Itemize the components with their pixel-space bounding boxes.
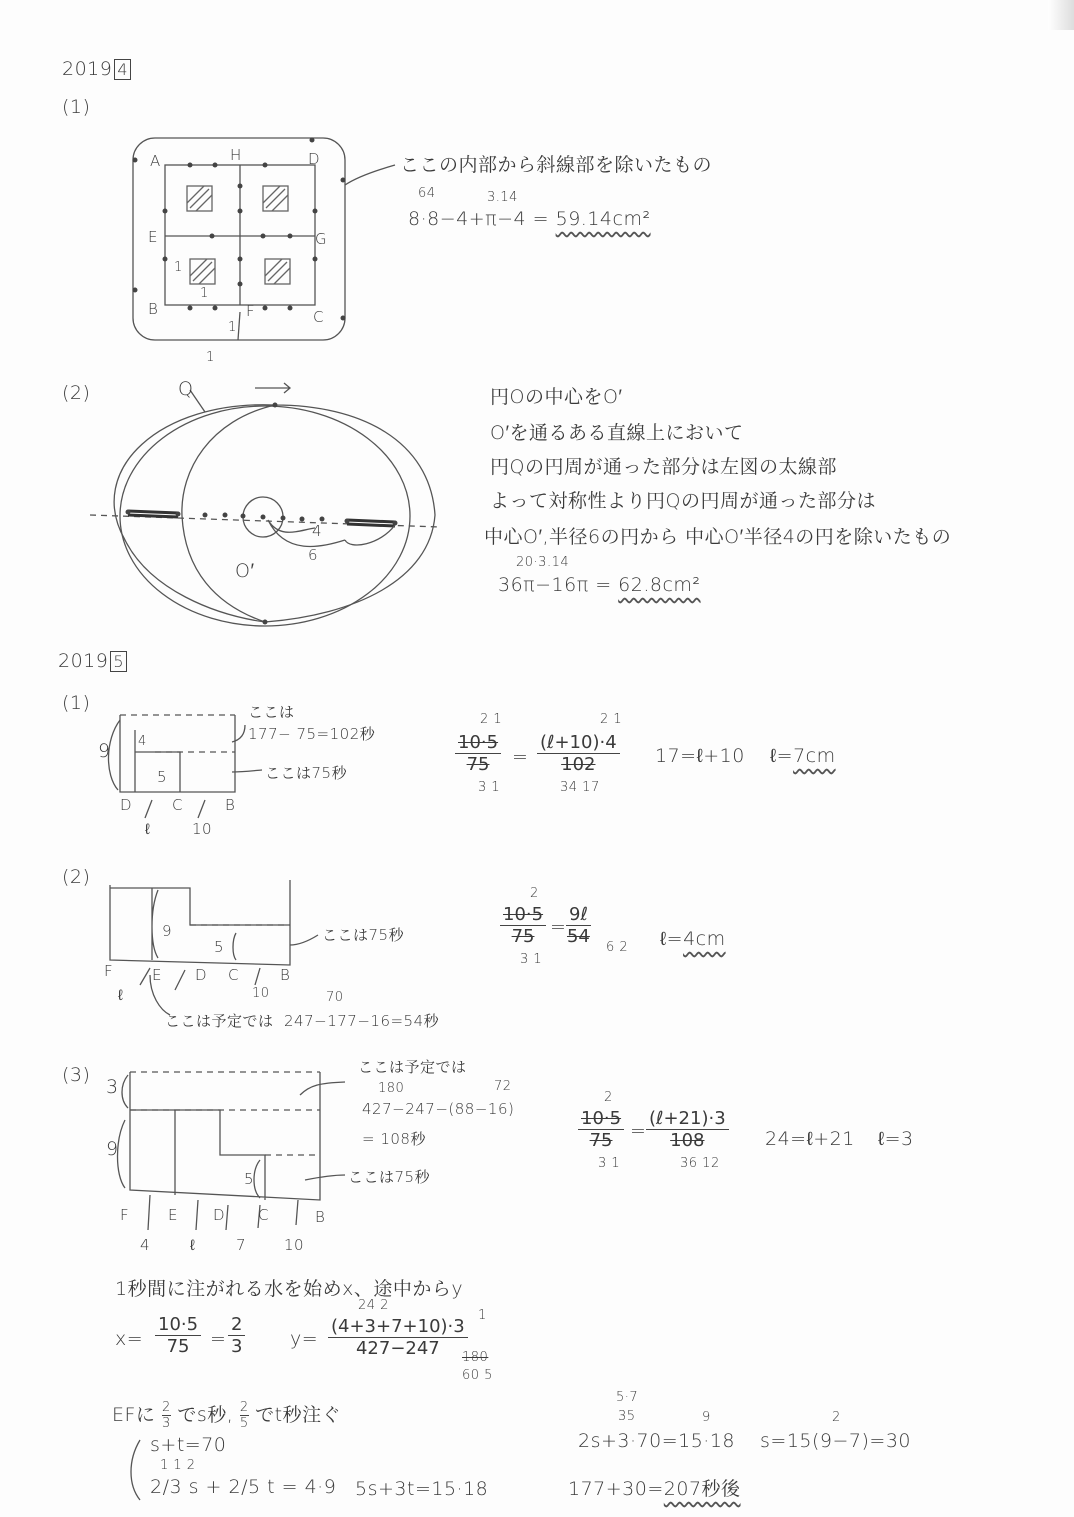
numerator: (ℓ+10)·4: [537, 732, 620, 754]
height-4: 4: [138, 734, 147, 749]
annot-72: 72: [494, 1079, 512, 1094]
fraction-2: [646, 1108, 729, 1151]
point-D: D: [213, 1206, 226, 1224]
note-calc: 427−247−(88−16): [362, 1100, 515, 1118]
denominator: 5: [239, 1416, 249, 1431]
result-eq-2-annot: 2: [832, 1410, 841, 1425]
annot-64: 64: [418, 186, 436, 201]
rate-definition: 1秒間に注がれる水を始めx、途中からy: [115, 1278, 464, 1300]
y-annot-side: 180: [462, 1350, 489, 1365]
note-calc: 247−177−16=54秒: [284, 1012, 440, 1030]
result-eq-1: 2s+3·70=15·18: [578, 1430, 736, 1452]
year: 2019: [62, 58, 113, 80]
note-bottom: ここは予定では: [165, 1012, 274, 1030]
system-eq-1: s+t=70: [150, 1434, 227, 1456]
answer: 7cm: [793, 745, 836, 767]
denominator: 102: [561, 754, 596, 775]
brace-system: [131, 1440, 140, 1500]
p5-q1-label: (1): [62, 692, 91, 714]
height-5: 5: [214, 938, 225, 956]
figure-circles: [90, 383, 440, 626]
len-10: 10: [284, 1236, 305, 1254]
distribution-line: [112, 1400, 341, 1431]
point-G: G: [315, 230, 328, 248]
r1-annot-3: 9: [702, 1410, 711, 1425]
y-annot-top: 24 2: [358, 1298, 389, 1313]
equals: =: [512, 746, 529, 768]
denominator: 3: [231, 1336, 243, 1357]
section-title-2019-4: [62, 58, 131, 80]
answer-prefix: ℓ=: [770, 745, 794, 767]
calc-expression: 36π−16π =: [498, 574, 612, 596]
point-E: E: [152, 966, 162, 984]
p5-q3-label: (3): [62, 1064, 91, 1086]
fraction-1: [455, 732, 501, 775]
annot-180: 180: [378, 1081, 405, 1096]
f1-annot-top: 2: [604, 1090, 613, 1105]
x-equals: =: [210, 1328, 227, 1350]
numerator: 2: [228, 1314, 245, 1336]
denominator: 54: [566, 926, 590, 947]
system-eq-2-annot: 1 1 2: [160, 1458, 196, 1473]
note-result: = 108秒: [362, 1130, 426, 1148]
point-H: H: [230, 146, 242, 164]
figure-tank-3: [118, 1072, 346, 1230]
figure-square: [133, 138, 396, 341]
f1-annot-bottom: 3 1: [598, 1156, 621, 1171]
r1-annot: 5·7: [616, 1390, 639, 1405]
system-eq-3: 5s+3t=15·18: [355, 1478, 489, 1500]
len-l: ℓ: [118, 986, 124, 1004]
x-prefix: x=: [115, 1328, 144, 1350]
point-C: C: [228, 966, 239, 984]
numerator: 10·5: [500, 904, 546, 926]
point-E: E: [168, 1206, 178, 1224]
note-bottom: ここは75秒: [265, 764, 348, 782]
y-annot-side2: 60 5: [462, 1368, 493, 1383]
equals: =: [630, 1120, 647, 1142]
point-C: C: [172, 796, 183, 814]
radius-6: 6: [308, 546, 319, 564]
point-D: D: [195, 966, 208, 984]
problem-number: 5: [110, 651, 127, 672]
numerator: (4+3+7+10)·3: [328, 1316, 468, 1338]
denominator: 108: [670, 1130, 705, 1151]
f2-annot-bottom: 36 12: [680, 1156, 720, 1171]
note-leader: [345, 165, 395, 185]
answer-line: [770, 745, 836, 768]
denominator: 75: [466, 754, 490, 775]
point-F: F: [120, 1206, 130, 1224]
center-label: O′: [235, 560, 255, 582]
height-9: 9: [98, 740, 111, 762]
height-9: 9: [162, 922, 173, 940]
f1-annot-top: 2 1: [480, 712, 503, 727]
system-eq-2: 2/3 s + 2/5 t = 4·9: [150, 1476, 337, 1498]
numerator: 10·5: [455, 732, 501, 754]
answer-prefix: ℓ=: [660, 928, 684, 950]
denominator: 75: [589, 1130, 613, 1151]
q1-calc: [408, 208, 651, 230]
q2-line-4: よって対称性より円Qの円周が通った部分は: [490, 490, 876, 512]
answer: 59.14cm²: [555, 208, 651, 230]
q2-calc: [498, 574, 701, 596]
final-answer: 207秒後: [663, 1478, 741, 1500]
final-answer-line: [568, 1474, 741, 1501]
text: EFに: [112, 1404, 156, 1426]
note-top-1: ここは: [248, 703, 295, 721]
dim-edge: 1: [228, 320, 237, 335]
point-F: F: [104, 962, 114, 980]
y-annot-1: 1: [478, 1308, 487, 1323]
x-fraction: [155, 1314, 201, 1357]
point-B: B: [315, 1208, 326, 1226]
q2-line-3: 円Qの円周が通った部分は左図の太線部: [490, 456, 837, 478]
text: でs秒,: [177, 1404, 234, 1426]
p5-q2-label: (2): [62, 866, 91, 888]
q2-line-2: O′を通るある直線上において: [490, 422, 744, 444]
q2-annot: 20·3.14: [516, 555, 570, 570]
note-bottom: ここは75秒: [348, 1168, 431, 1186]
len-l: ℓ: [190, 1236, 196, 1254]
q1-label: (1): [62, 96, 91, 118]
text: でt秒注ぐ: [255, 1404, 342, 1426]
point-C: C: [313, 308, 324, 326]
problem-number: 4: [114, 59, 131, 80]
fraction-1: [578, 1108, 624, 1151]
q1-note: ここの内部から斜線部を除いたもの: [400, 154, 713, 176]
r1-annot-2: 35: [618, 1409, 636, 1424]
height-5: 5: [157, 768, 168, 786]
f1-annot-bottom: 3 1: [520, 952, 543, 967]
answer-prefix: 177+30=: [568, 1478, 664, 1500]
section-title-2019-5: [58, 650, 127, 672]
radius-4: 4: [312, 522, 323, 540]
f1-annot-top: 2: [530, 886, 539, 901]
point-E: E: [148, 228, 158, 246]
y-prefix: y=: [290, 1328, 319, 1350]
answer: 62.8cm²: [618, 574, 701, 596]
len-4: 4: [140, 1236, 151, 1254]
year: 2019: [58, 650, 109, 672]
denominator: 3: [161, 1416, 171, 1431]
annot-314: 3.14: [487, 190, 518, 205]
len-7: 7: [236, 1236, 247, 1254]
note-right: ここは75秒: [322, 926, 405, 944]
dim-square-side: 1: [174, 260, 183, 275]
height-9: 9: [106, 1138, 119, 1160]
step: 24=ℓ+21: [765, 1128, 855, 1150]
numerator: 10·5: [578, 1108, 624, 1130]
circle-q-inner: [182, 405, 275, 622]
point-C: C: [258, 1206, 269, 1224]
denominator: 75: [511, 926, 535, 947]
point-D: D: [120, 796, 133, 814]
note-top-2: 177− 75=102秒: [248, 725, 376, 743]
denominator: 75: [166, 1336, 190, 1357]
hatched-squares: [187, 186, 290, 284]
note-top: ここは予定では: [358, 1058, 467, 1076]
numerator: 2: [239, 1400, 249, 1415]
numerator: 2: [161, 1400, 171, 1415]
q2-label: (2): [62, 382, 91, 404]
x-result: [228, 1314, 245, 1357]
numerator: (ℓ+21)·3: [646, 1108, 729, 1130]
f2-annot-bottom: 6 2: [606, 940, 629, 955]
f2-annot-top: 2 1: [600, 712, 623, 727]
point-F: F: [246, 302, 256, 320]
point-B: B: [148, 300, 159, 318]
numerator: 9ℓ: [566, 904, 591, 926]
answer: 4cm: [683, 928, 726, 950]
q2-line-1: 円Oの中心をO′: [490, 386, 623, 408]
height-5: 5: [244, 1170, 255, 1188]
fraction-1: [500, 904, 546, 947]
len-10: 10: [252, 986, 270, 1001]
fraction-2: [566, 904, 591, 947]
denominator: 427−247: [355, 1338, 440, 1359]
calc-expression: 8·8−4+π−4 =: [408, 208, 550, 230]
height-3: 3: [106, 1076, 119, 1098]
equals: =: [550, 916, 567, 938]
f2-annot-bottom: 34 17: [560, 780, 600, 795]
point-D: D: [308, 150, 321, 168]
arrow: [255, 383, 290, 393]
y-fraction: [328, 1316, 468, 1359]
f1-annot-bottom: 3 1: [478, 780, 501, 795]
q2-line-5: 中心O′,半径6の円から 中心O′半径4の円を除いたもの: [484, 526, 952, 548]
point-A: A: [150, 152, 161, 170]
dim-leader: [238, 312, 240, 340]
dim-outer: 1: [206, 350, 215, 365]
circle-q-label: Q: [178, 378, 194, 400]
answer-line: [660, 928, 726, 951]
step: 17=ℓ+10: [655, 745, 745, 767]
point-B: B: [280, 966, 291, 984]
point-B: B: [225, 796, 236, 814]
result-eq-2: s=15(9−7)=30: [760, 1430, 912, 1452]
note-annot: 70: [326, 990, 344, 1005]
numerator: 10·5: [155, 1314, 201, 1336]
fraction-2-3: [162, 1400, 171, 1431]
fraction-2-5: [240, 1400, 249, 1431]
dim-square-bottom: 1: [200, 286, 209, 301]
answer: ℓ=3: [878, 1128, 914, 1150]
fraction-2: [537, 732, 620, 775]
len-10: 10: [192, 820, 213, 838]
len-l: ℓ: [145, 820, 151, 838]
